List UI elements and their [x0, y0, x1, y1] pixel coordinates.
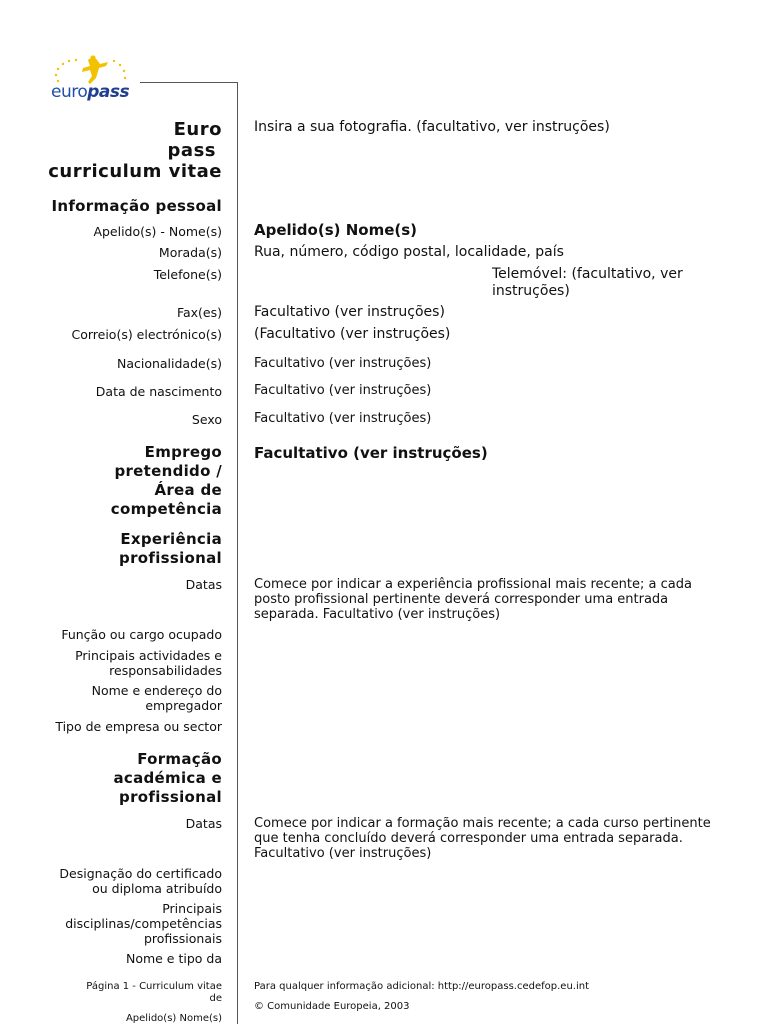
value-birth-date[interactable]: Facultativo (ver instruções) — [254, 383, 432, 398]
value-desired-job[interactable]: Facultativo (ver instruções) — [254, 444, 488, 462]
label-position: Função ou cargo ocupado — [61, 627, 222, 642]
value-name[interactable]: Apelido(s) Nome(s) — [254, 221, 418, 239]
value-sex[interactable]: Facultativo (ver instruções) — [254, 411, 432, 426]
value-mobile[interactable]: Telemóvel: (facultativo, ver instruções) — [492, 266, 683, 299]
title-line-2: pass — [167, 140, 216, 161]
label-subjects: Principais disciplinas/competências profissionais — [65, 901, 222, 946]
europass-logo — [48, 54, 148, 106]
footer-name-label: Apelido(s) Nome(s) — [125, 1013, 222, 1024]
title-line-1: Euro — [173, 119, 222, 140]
value-email[interactable]: (Facultativo (ver instruções) — [254, 326, 451, 342]
label-activities: Principais actividades e responsabilidades — [75, 648, 222, 678]
label-phone: Telefone(s) — [153, 267, 222, 282]
label-nationality: Nacionalidade(s) — [116, 356, 222, 371]
section-heading-experience: Experiência profissional — [119, 530, 222, 567]
label-fax: Fax(es) — [176, 305, 222, 320]
footer-page-label: Página 1 - Curriculum vitae de — [86, 981, 222, 1004]
logo-wordmark: europass — [51, 82, 130, 102]
label-employer: Nome e endereço do empregador — [91, 683, 222, 713]
value-address[interactable]: Rua, número, código postal, localidade, país — [254, 244, 564, 260]
header-rule — [140, 82, 237, 83]
value-nationality[interactable]: Facultativo (ver instruções) — [254, 356, 432, 371]
label-experience-dates: Datas — [185, 577, 222, 592]
label-organisation: Nome e tipo da — [125, 951, 222, 966]
label-name: Apelido(s) - Nome(s) — [93, 224, 222, 239]
footer-copyright: © Comunidade Europeia, 2003 — [254, 1001, 410, 1012]
label-birth-date: Data de nascimento — [95, 384, 222, 399]
label-email: Correio(s) electrónico(s) — [71, 327, 222, 342]
label-certificate: Designação do certificado ou diploma atribuído — [59, 866, 222, 896]
section-heading-desired-job: Emprego pretendido / Área de competência — [110, 443, 222, 518]
section-heading-education: Formação académica e profissional — [113, 750, 222, 806]
column-divider — [237, 82, 238, 1024]
value-fax[interactable]: Facultativo (ver instruções) — [254, 304, 445, 320]
section-heading-personal: Informação pessoal — [51, 197, 222, 215]
label-sex: Sexo — [191, 412, 222, 427]
footer-info: Para qualquer informação adicional: http://europass.cedefop.eu.int — [254, 981, 589, 992]
label-sector: Tipo de empresa ou sector — [55, 719, 222, 734]
label-education-dates: Datas — [185, 816, 222, 831]
photo-placeholder[interactable]: Insira a sua fotografia. (facultativo, ver instruções) — [254, 119, 610, 135]
label-address: Morada(s) — [158, 245, 222, 260]
value-education-dates[interactable]: Comece por indicar a formação mais recente; a cada curso pertinente que tenha concluído deverá corresponder uma entrada separada. Facultativo (ver instruções) — [254, 816, 711, 861]
value-experience-dates[interactable]: Comece por indicar a experiência profissional mais recente; a cada posto profissional pertinente deverá corresponder uma entrada separada. Facultativo (ver instruções) — [254, 577, 692, 622]
title-line-3: curriculum vitae — [48, 161, 222, 182]
